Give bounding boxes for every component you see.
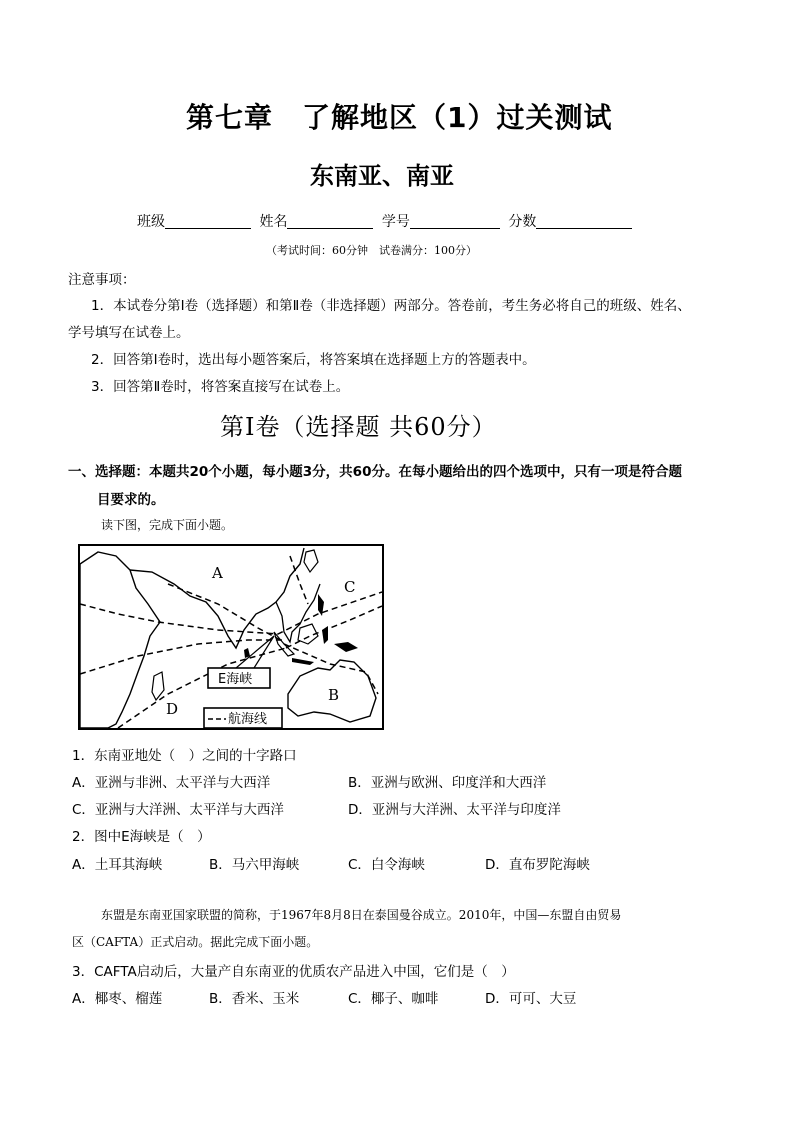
question-1-option-c[interactable]: C．亚洲与大洋洲、太平洋与大西洋 [72, 802, 284, 818]
question-1-option-d[interactable]: D．亚洲与大洋洲、太平洋与印度洋 [348, 802, 561, 818]
note-2: 2．回答第Ⅰ卷时，选出每小题答案后，将答案填在选择题上方的答题表中。 [91, 352, 536, 368]
question-2-stem: 2．图中E海峡是（ ） [72, 829, 211, 845]
class-label: 班级 [137, 214, 165, 230]
score-label: 分数 [508, 214, 537, 230]
note-1-line-2: 学号填写在试卷上。 [68, 325, 190, 341]
question-3-option-c[interactable]: C．椰子、咖啡 [348, 991, 439, 1007]
page-subtitle: 东南亚、南亚 [310, 162, 454, 190]
passage-line-1: 东盟是东南亚国家联盟的简称，于1967年8月8日在泰国曼谷成立。2010年，中国—东盟自由贸易 [101, 908, 622, 922]
id-field[interactable] [410, 212, 500, 229]
shipping-routes-map [78, 544, 384, 730]
note-3: 3．回答第Ⅱ卷时，将答案直接写在试卷上。 [91, 379, 350, 395]
page-title: 第七章 了解地区（1）过关测试 [186, 101, 613, 134]
question-3-option-a[interactable]: A．椰枣、榴莲 [72, 991, 163, 1007]
student-info-row [137, 211, 632, 231]
question-1-option-a[interactable]: A．亚洲与非洲、太平洋与大西洋 [72, 775, 271, 791]
read-map-instruction: 读下图，完成下面小题。 [101, 518, 234, 532]
name-field[interactable] [287, 212, 373, 229]
strait-label: E海峡 [218, 672, 253, 687]
map-label-c: C [344, 578, 356, 596]
question-3-option-d[interactable]: D．可可、大豆 [485, 991, 577, 1007]
question-1-option-b[interactable]: B．亚洲与欧洲、印度洋和大西洋 [348, 775, 547, 791]
map-label-a: A [212, 564, 223, 582]
exam-meta: （考试时间：60分钟 试卷满分：100分） [266, 244, 477, 257]
note-1-line-1: 1．本试卷分第Ⅰ卷（选择题）和第Ⅱ卷（非选择题）两部分。答卷前，考生务必将自己的班级、姓名、 [91, 298, 691, 314]
part-title: 第Ⅰ卷（选择题 共60分） [220, 413, 497, 441]
question-2-option-c[interactable]: C．白令海峡 [348, 857, 425, 873]
question-3-option-b[interactable]: B．香米、玉米 [209, 991, 300, 1007]
legend-label: 航海线 [228, 712, 268, 727]
name-label: 姓名 [259, 214, 288, 230]
passage-line-2: 区（CAFTA）正式启动。据此完成下面小题。 [72, 935, 319, 949]
class-field[interactable] [165, 212, 251, 229]
section-instruction-line-1: 一、选择题：本题共20个小题，每小题3分，共60分。在每小题给出的四个选项中，只有一项是符合题 [68, 464, 682, 480]
question-2-option-d[interactable]: D．直布罗陀海峡 [485, 857, 590, 873]
score-field[interactable] [536, 212, 632, 229]
question-2-option-a[interactable]: A．土耳其海峡 [72, 857, 163, 873]
map-label-b: B [328, 686, 340, 704]
question-1-stem: 1．东南亚地处（ ）之间的十字路口 [72, 748, 297, 764]
notes-heading: 注意事项： [68, 272, 136, 288]
question-2-option-b[interactable]: B．马六甲海峡 [209, 857, 300, 873]
question-3-stem: 3．CAFTA启动后，大量产自东南亚的优质农产品进入中国，它们是（ ） [72, 964, 515, 980]
id-label: 学号 [381, 214, 410, 230]
map-label-d: D [166, 700, 179, 718]
section-instruction-line-2: 目要求的。 [97, 492, 165, 508]
